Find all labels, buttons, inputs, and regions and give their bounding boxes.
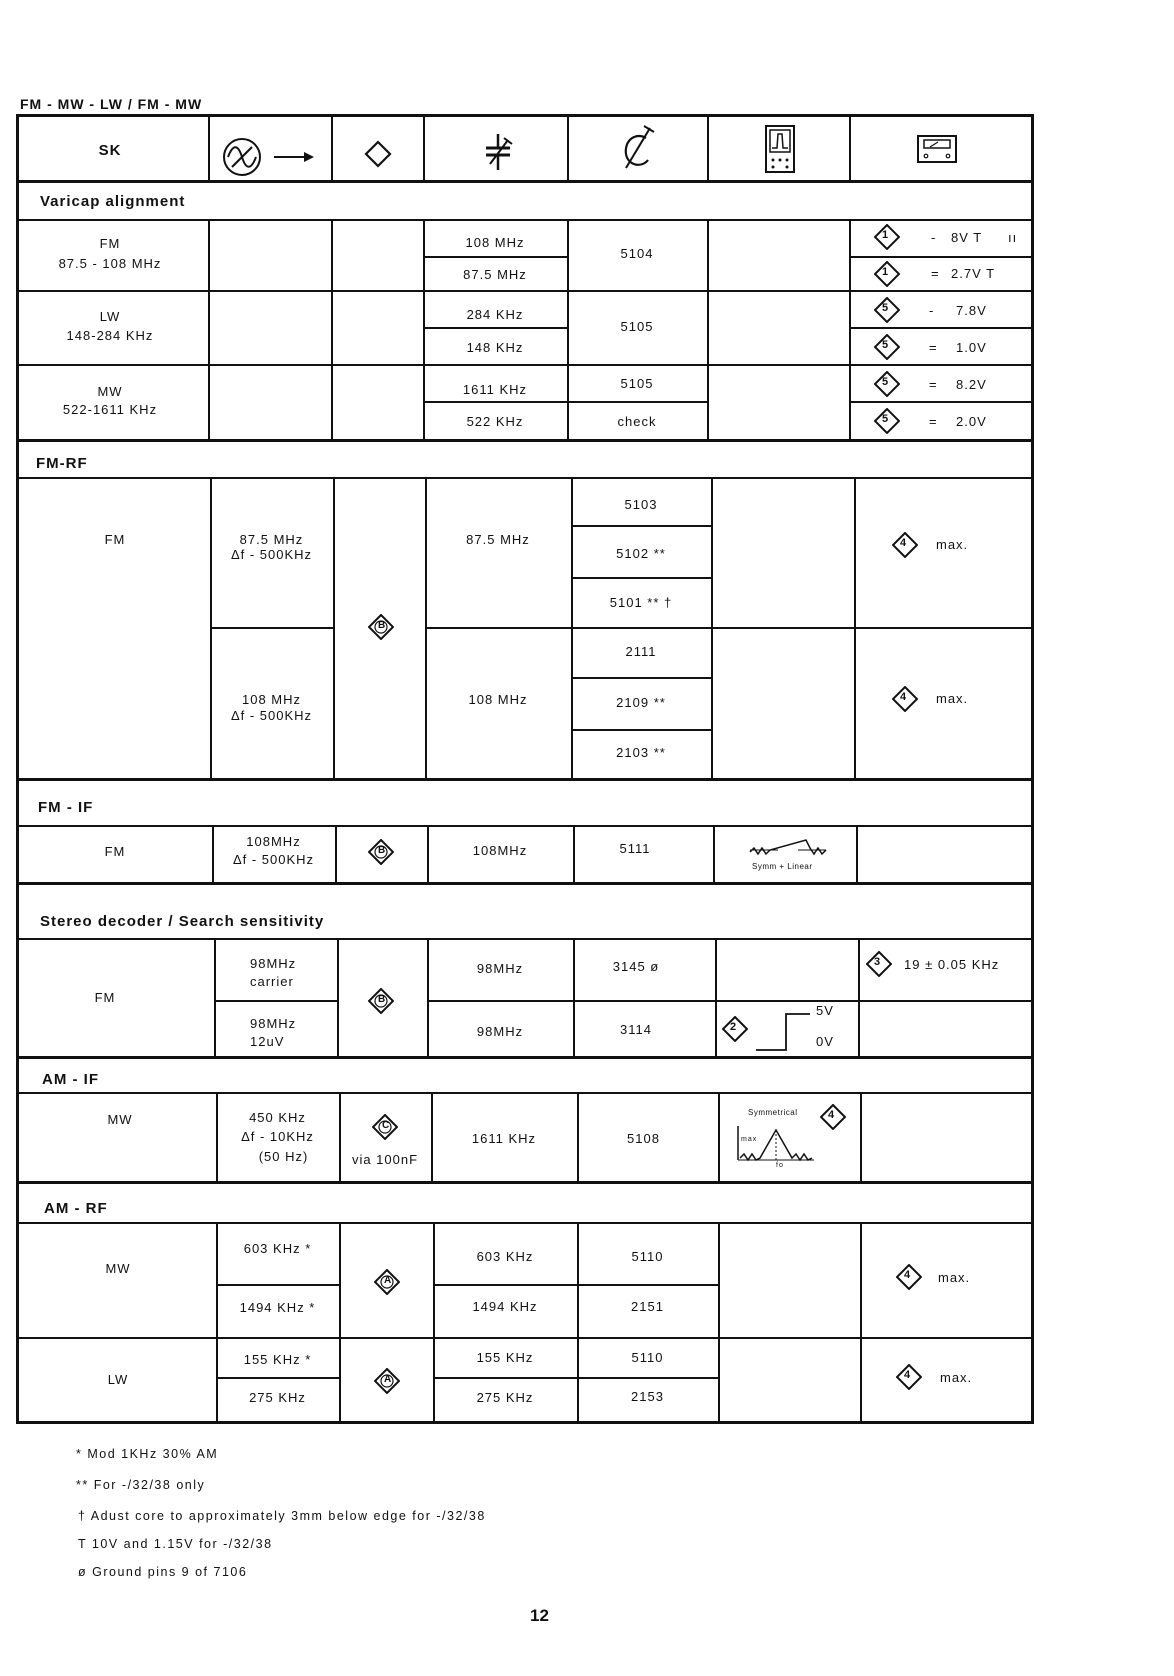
amrf-mw-measure-value: max. <box>938 1270 971 1285</box>
footnote: † Adust core to approximately 3mm below edge for -/32/38 <box>78 1509 486 1523</box>
fmif-adjust: 5111 <box>619 841 651 856</box>
stereo-signal1-freq: 98MHz <box>250 956 297 971</box>
fmrf-measure2-value: max. <box>936 691 969 706</box>
amif-adjust: 5108 <box>627 1131 660 1146</box>
varicap-lw-range: 148-284 KHz <box>66 328 154 343</box>
footnote: ø Ground pins 9 of 7106 <box>78 1565 248 1579</box>
amif-scope-fo: fo <box>776 1162 784 1169</box>
fmrf-freq2: 108 MHz <box>468 692 528 707</box>
amrf-lw-adjust1: 5110 <box>631 1350 664 1365</box>
varicap-fm-range: 87.5 - 108 MHz <box>58 256 162 271</box>
varicap-mw-range: 522-1611 KHz <box>62 402 158 417</box>
amrf-lw-label: LW <box>107 1372 129 1387</box>
page-number: 12 <box>530 1606 549 1625</box>
fmrf-freq1: 87.5 MHz <box>466 532 530 547</box>
varicap-lw-freq1: 284 KHz <box>466 307 524 322</box>
fmif-signal-dev: Δf - 500KHz <box>232 852 315 867</box>
fmif-freq: 108MHz <box>472 843 528 858</box>
stereo-signal2-freq: 98MHz <box>250 1016 297 1031</box>
amrf-mw-signal1: 603 KHz * <box>243 1241 312 1256</box>
amrf-lw-signal2: 275 KHz <box>249 1390 306 1405</box>
sweep-curve-icon <box>748 836 828 858</box>
stereo-scope-low: 0V <box>816 1034 834 1049</box>
amif-freq: 1611 KHz <box>471 1131 537 1146</box>
fmrf-heading: FM-RF <box>36 455 88 472</box>
amrf-mw-label: MW <box>105 1261 131 1276</box>
fmif-signal-freq: 108MHz <box>246 834 301 849</box>
fmrf-adjust-5: 2109 ** <box>616 695 666 710</box>
amrf-lw-freq2: 275 KHz <box>476 1390 534 1405</box>
varicap-lw-adjust: 5105 <box>620 319 654 334</box>
amrf-mw-adjust1: 5110 <box>631 1249 664 1264</box>
fmrf-adjust-4: 2111 <box>625 644 657 659</box>
varicap-mw-adjust: 5105 <box>620 376 654 391</box>
marker-num: 1 <box>882 229 890 241</box>
trimmer-capacitor-icon <box>482 130 514 174</box>
doc-title: FM - MW - LW / FM - MW <box>20 96 203 112</box>
footnote: ** For -/32/38 only <box>76 1478 206 1492</box>
amrf-heading: AM - RF <box>44 1200 108 1217</box>
varicap-lw-label: LW <box>99 309 121 324</box>
stereo-freq2: 98MHz <box>476 1024 524 1039</box>
amrf-lw-signal1: 155 KHz * <box>243 1352 312 1367</box>
fmrf-signal2-freq: 108 MHz <box>241 692 302 707</box>
amif-scope-title: Symmetrical <box>748 1108 798 1117</box>
varicap-mw-label: MW <box>97 384 123 399</box>
varicap-lw-freq2: 148 KHz <box>466 340 524 355</box>
fmrf-band-label: FM <box>104 532 126 547</box>
amrf-lw-adjust2: 2153 <box>631 1389 664 1404</box>
generator-icon <box>220 134 324 180</box>
fmrf-adjust-2: 5102 ** <box>616 546 666 561</box>
test-point-icon <box>364 140 392 168</box>
fmrf-adjust-3: 5101 ** † <box>609 595 673 610</box>
stereo-heading: Stereo decoder / Search sensitivity <box>40 913 325 930</box>
amif-signal-dev: Δf - 10KHz <box>241 1129 314 1144</box>
varicap-fm-label: FM <box>99 236 121 251</box>
amif-signal-freq: 450 KHz <box>249 1110 306 1125</box>
varicap-fm-freq2: 87.5 MHz <box>463 267 527 282</box>
adjust-coil-icon <box>618 124 658 172</box>
amrf-mw-freq1: 603 KHz <box>476 1249 534 1264</box>
header-sk: SK <box>98 142 122 159</box>
varicap-heading: Varicap alignment <box>40 193 186 210</box>
fmif-band-label: FM <box>104 844 126 859</box>
fmrf-signal2-dev: Δf - 500KHz <box>230 708 313 723</box>
varicap-fm-adjust: 5104 <box>620 246 654 261</box>
footnote: T 10V and 1.15V for -/32/38 <box>78 1537 273 1551</box>
stereo-signal2-level: 12uV <box>250 1034 285 1049</box>
meter-icon <box>916 134 958 164</box>
stereo-band-label: FM <box>94 990 116 1005</box>
fmrf-signal1-dev: Δf - 500KHz <box>230 547 313 562</box>
amrf-mw-freq2: 1494 KHz <box>472 1299 538 1314</box>
varicap-mw-freq2: 522 KHz <box>466 414 524 429</box>
step-waveform-icon <box>752 1008 812 1056</box>
varicap-mw-freq1: 1611 KHz <box>462 382 528 397</box>
fmrf-adjust-6: 2103 ** <box>616 745 666 760</box>
amif-signal-mod: (50 Hz) <box>258 1149 309 1164</box>
amif-scope-max: max <box>741 1136 758 1143</box>
stereo-measure-value: 19 ± 0.05 KHz <box>904 957 1000 972</box>
amif-band-label: MW <box>107 1112 133 1127</box>
fmif-heading: FM - IF <box>38 799 94 816</box>
varicap-mw-check: check <box>617 414 657 429</box>
stereo-scope-high: 5V <box>816 1003 834 1018</box>
fmrf-signal1-freq: 87.5 MHz <box>239 532 304 547</box>
fmrf-measure1-value: max. <box>936 537 969 552</box>
stereo-adjust2: 3114 <box>620 1022 652 1037</box>
amif-via: via 100nF <box>351 1152 419 1167</box>
stereo-signal1-mode: carrier <box>250 974 294 989</box>
amrf-mw-adjust2: 2151 <box>631 1299 664 1314</box>
amrf-lw-freq1: 155 KHz <box>476 1350 534 1365</box>
footnote: * Mod 1KHz 30% AM <box>76 1447 219 1461</box>
fmrf-adjust-1: 5103 <box>624 497 658 512</box>
oscilloscope-icon <box>764 124 796 174</box>
fmif-scope-caption: Symm + Linear <box>752 862 813 871</box>
amrf-mw-signal2: 1494 KHz * <box>239 1300 316 1315</box>
stereo-adjust1: 3145 ø <box>612 959 660 974</box>
stereo-freq1: 98MHz <box>476 961 524 976</box>
amrf-lw-measure-value: max. <box>940 1370 973 1385</box>
amif-heading: AM - IF <box>42 1071 99 1088</box>
varicap-fm-freq1: 108 MHz <box>465 235 525 250</box>
bandpass-curve-icon <box>736 1120 820 1168</box>
